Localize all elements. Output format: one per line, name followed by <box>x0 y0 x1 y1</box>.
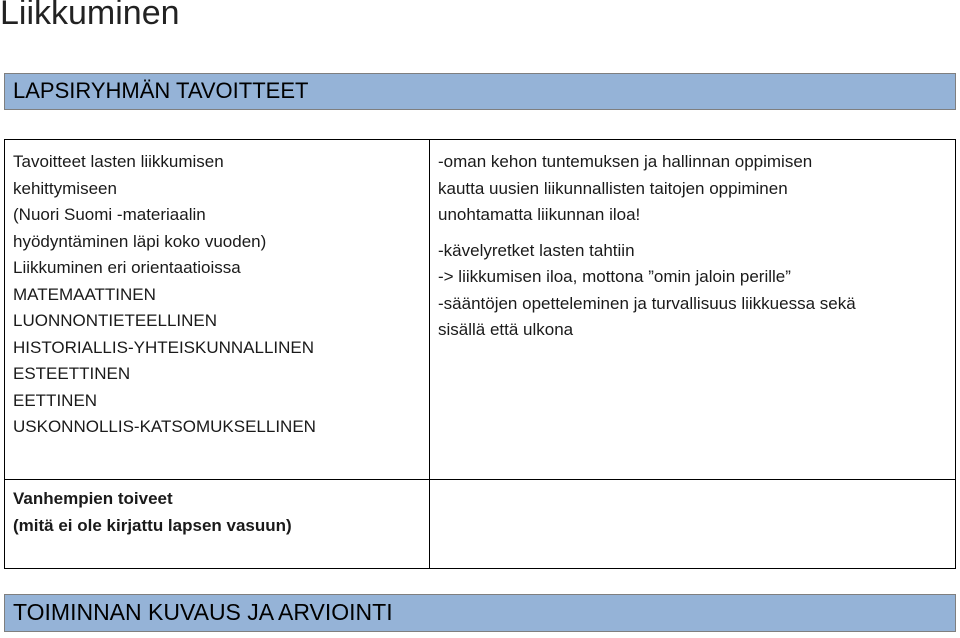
goal-text-line: sisällä että ulkona <box>438 320 574 339</box>
goals-table <box>4 139 956 569</box>
parents-wishes-label-cell <box>5 480 430 569</box>
goal-text-line: unohtamatta liikunnan iloa! <box>438 205 641 224</box>
section-header-description <box>4 594 956 632</box>
orientation-item: LUONNONTIETEELLINEN <box>13 311 218 330</box>
orientation-item: USKONNOLLIS-KATSOMUKSELLINEN <box>13 417 316 436</box>
goals-note-line: (Nuori Suomi -materiaalin <box>13 205 206 224</box>
orientation-item: EETTINEN <box>13 390 98 410</box>
section-header-goals-label: LAPSIRYHMÄN TAVOITTEET <box>13 78 309 103</box>
orientation-item: ESTEETTINEN <box>13 364 131 383</box>
goal-text-line: -> liikkumisen iloa, mottona ”omin jaloin perille” <box>438 267 791 286</box>
parents-wishes-row <box>5 480 956 569</box>
goal-text-line: kautta uusien liikunnallisten taitojen oppiminen <box>438 178 788 198</box>
goals-heading-line: Tavoitteet lasten liikkumisen <box>13 152 224 171</box>
parents-wishes-content-cell <box>430 480 956 569</box>
goal-text-line: -sääntöjen opetteleminen ja turvallisuus liikkuessa sekä <box>438 293 856 313</box>
parents-wishes-label: (mitä ei ole kirjattu lapsen vasuun) <box>13 515 292 535</box>
orientation-item: HISTORIALLIS-YHTEISKUNNALLINEN <box>13 337 315 357</box>
goals-right-cell <box>430 140 956 480</box>
paragraph-gap <box>438 229 949 238</box>
goals-note-line: hyödyntäminen läpi koko vuoden) <box>13 231 267 251</box>
goal-text-line: -kävelyretket lasten tahtiin <box>438 240 635 260</box>
goal-text-line: -oman kehon tuntemuksen ja hallinnan oppimisen <box>438 152 813 171</box>
orientation-item: MATEMAATTINEN <box>13 284 156 304</box>
parents-wishes-label: Vanhempien toiveet <box>13 489 173 508</box>
section-header-description-label: TOIMINNAN KUVAUS JA ARVIOINTI <box>13 599 393 625</box>
page-title: Liikkuminen <box>0 0 180 32</box>
goals-row <box>5 140 956 480</box>
goals-heading-line: kehittymiseen <box>13 178 117 198</box>
orientation-heading: Liikkuminen eri orientaatioissa <box>13 258 241 277</box>
section-header-goals <box>4 73 956 110</box>
goals-left-cell <box>5 140 430 480</box>
